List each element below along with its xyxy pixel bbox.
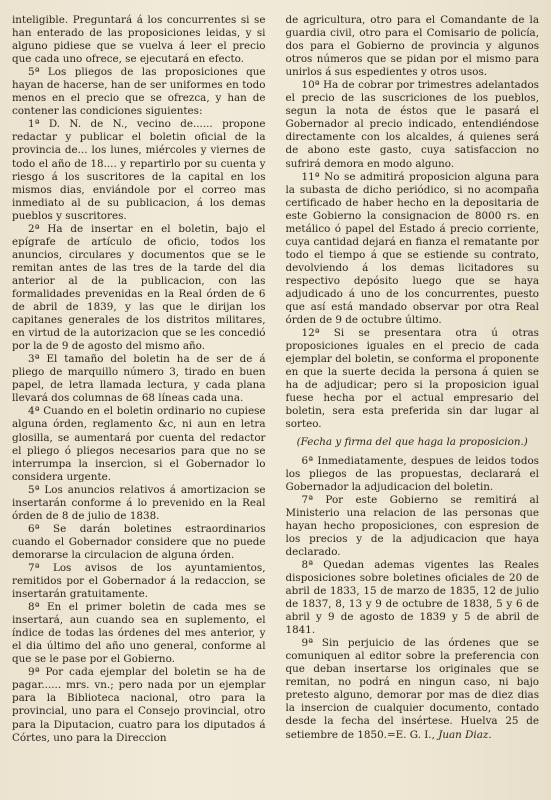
paragraph-text: 2ª Ha de insertar en el boletin, bajo el epígrafe de artículo de oficio, todos los anuncios, circulares y documentos que se le remitan antes de las tres de la tarde del dia anterior al de la publicacion, con las formalidades prevenidas en la Real órden de 6 de abril de 1839, y las que le dirijan los capitanes generales de los distritos militares, en virtud de la autorizacion que se les concedió por la de 9 de agosto del mismo año. — [12, 222, 266, 353]
paragraph — [286, 455, 540, 494]
paragraph — [286, 14, 540, 79]
signature-prefix: =E. G. I., — [386, 728, 435, 741]
paragraph-text: inteligible. Preguntará á los concurrentes si se han enterado de las proposiciones leidas, y si alguno pidiese que se vuelva á leer el precio que cada uno ofrece, se ejecutará en efecto. — [12, 14, 266, 66]
signature: Juan Diaz. — [438, 728, 492, 741]
paragraph-text: 1ª D. N. de N., vecino de...... propone redactar y publicar el boletin oficial de la provincia de... los lunes, miércoles y viernes de todo el año de 18.... y repartirlo por su cuenta y riesgo á los suscritores de la capital en los mismos dias, enviándole por el correo mas inmediato al de su publicacion, á los demas pueblos y suscritores. — [12, 118, 266, 222]
paragraph — [12, 562, 266, 601]
two-column-layout — [12, 14, 539, 790]
paragraph — [286, 637, 540, 741]
paragraph — [12, 523, 266, 562]
paragraph-text: 7ª Los avisos de los ayuntamientos, remitidos por el Gobernador á la redaccion, se insertarán gratuitamente. — [12, 561, 266, 601]
paragraph — [12, 353, 266, 405]
paragraph-text: 3ª El tamaño del boletin ha de ser de á pliego de marquillo número 3, tirado en buen papel, de letra llamada lectura, y cada plana llevará dos columnas de 68 líneas cada una. — [12, 353, 266, 405]
paragraph — [12, 601, 266, 666]
proposal-signature-note — [286, 436, 540, 449]
paragraph — [12, 223, 266, 353]
paragraph — [12, 118, 266, 222]
paragraph-text: 6ª Inmediatamente, despues de leidos todos los pliegos de las propuestas, declarará el Gobernador la adjudicacion del boletin. — [285, 454, 539, 493]
left-column — [12, 14, 266, 790]
paragraph — [12, 14, 266, 66]
paragraph-text: 9ª Sin perjuicio de las órdenes que se comuniquen al editor sobre la preferencia con que deban insertarse los originales que se remitan, no podrá en ningun caso, ni bajo pretesto alguno, demorar por mas de diez dias la insercion de cualquier documento, contado desde la fecha del insértese. Huelva 25 de setiembre de 1850. — [285, 637, 539, 741]
paragraph-text: 12ª Si se presentara otra ú otras proposiciones iguales en el precio de cada ejemplar del boletin, se conforma el proponente en que la suerte decida la persona á quien se ha de adjudicar; pero si la proposicion igual fuese hecha por el actual empresario del boletin, sera esta preferida sin dar lugar al sorteo. — [285, 327, 539, 431]
paragraph-text: 10ª Ha de cobrar por trimestres adelantados el precio de las suscriciones de los pueblos, segun la nota de éstos que le pasará el Gobernador al precio indicado, entendiéndose directamente con los alcaldes, á quienes será de abono este gasto, cuya satisfaccion no sufrirá demora en modo alguno. — [285, 79, 539, 170]
paragraph-text: de agricultura, otro para el Comandante de la guardia civil, otro para el Comisario de policía, dos para el Gobierno de provincia y algunos otros números que se pidan por el mismo para unirlos á sus espedientes y otros usos. — [285, 14, 539, 79]
paragraph — [12, 484, 266, 523]
paragraph — [12, 66, 266, 118]
paragraph — [286, 559, 540, 637]
paragraph-text: 6ª Se darán boletines estraordinarios cuando el Gobernador considere que no puede demorarse la circulacion de alguna órden. — [12, 522, 266, 561]
paragraph — [12, 405, 266, 483]
paragraph — [286, 494, 540, 559]
paragraph-text: 4ª Cuando en el boletin ordinario no cupiese alguna órden, reglamento &c, ni aun en letra glosilla, se aumentará por cuenta del redactor el pliego ó pliegos necesarios para que no se interrumpa la insercion, si el Gobernador lo considera urgente. — [12, 405, 266, 483]
paragraph — [286, 79, 540, 170]
paragraph-text: (Fecha y firma del que haga la proposicion.) — [296, 435, 528, 448]
paragraph-text: 5ª Los pliegos de las proposiciones que hayan de hacerse, han de ser uniformes en todo menos en el precio que se ofrezca, y han de contener las condiciones siguientes: — [12, 66, 266, 118]
paragraph — [286, 327, 540, 431]
paragraph-text: 7ª Por este Gobierno se remitirá al Ministerio una relacion de las personas que hayan hecho proposiciones, con espresion de los precios y de la adjudicacion que haya declarado. — [285, 493, 539, 558]
paragraph — [286, 171, 540, 328]
paragraph-text: 9ª Por cada ejemplar del boletin se ha de pagar...... mrs. vn.; pero nada por un ejemplar para la Biblioteca nacional, otro para la provincial, uno para el Consejo provincial, otro para la Diputacion, cuatro para los diputados á Córtes, uno para la Direccion — [12, 666, 266, 744]
paragraph-text: 8ª Quedan ademas vigentes las Reales disposiciones sobre boletines oficiales de 20 de abril de 1833, 15 de marzo de 1835, 12 de julio de 1837, 8, 13 y 9 de octubre de 1838, 5 y 6 de abril y 9 de agosto de 1839 y 5 de abril de 1841. — [285, 558, 539, 637]
right-column — [286, 14, 540, 790]
paragraph-text: 11ª No se admitirá proposicion alguna para la subasta de dicho periódico, si no acompaña certificado de haber hecho en la depositaria de este Gobierno la consignacion de 8000 rs. en metálico ó papel del Estado á precio corriente, cuya cantidad dejará en fianza el rematante por todo el tiempo á que se estiende su contrato, devolviendo á los demas licitadores su respectivo depósito luego que se haya adjudicado á uno de los concurrentes, puesto que así está mandado observar por otra Real órden de 9 de octubre último. — [285, 170, 539, 327]
paragraph-text: 5ª Los anuncios relativos á amortizacion se insertarán conforme á lo prevenido en la Real órden de 8 de julio de 1838. — [12, 483, 266, 522]
paragraph — [12, 666, 266, 744]
paragraph-text: 8ª En el primer boletin de cada mes se insertará, aun cuando sea en suplemento, el índice de todas las órdenes del mes anterior, y el dia último del año uno general, conforme al que se le pase por el Gobierno. — [12, 601, 266, 666]
